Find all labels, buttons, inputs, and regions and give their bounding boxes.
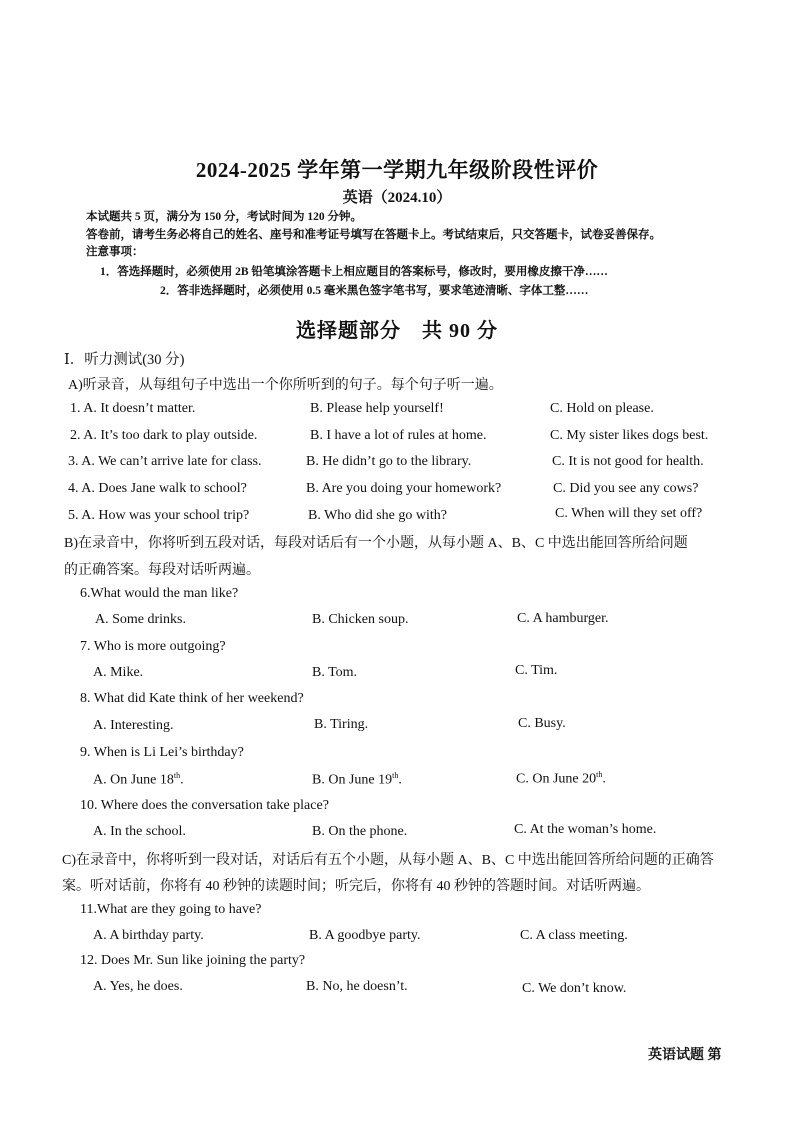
question-1-option-b: B. Please help yourself! bbox=[310, 401, 444, 416]
question-7-stem: 7. Who is more outgoing? bbox=[80, 639, 226, 654]
exam-subtitle: 英语（2024.10） bbox=[342, 190, 452, 206]
question-12-option-b: B. No, he doesn’t. bbox=[306, 979, 408, 994]
question-4-option-c: C. Did you see any cows? bbox=[553, 481, 699, 496]
question-11-option-b: B. A goodbye party. bbox=[309, 928, 421, 943]
question-8-option-a: A. Interesting. bbox=[93, 718, 174, 733]
question-3-option-b: B. He didn’t go to the library. bbox=[306, 454, 472, 469]
question-6-stem: 6.What would the man like? bbox=[80, 586, 239, 601]
section-b-instruction-2: 的正确答案。每段对话听两遍。 bbox=[64, 563, 260, 578]
question-5-option-a: 5. A. How was your school trip? bbox=[68, 508, 250, 523]
question-12-option-a: A. Yes, he does. bbox=[93, 979, 183, 994]
question-8-option-c: C. Busy. bbox=[518, 716, 566, 731]
instruction-note-2: 2．答非选择题时，必须使用 0.5 毫米黑色签字笔书写，要求笔迹清晰、字体工整…… bbox=[160, 285, 589, 297]
question-1-option-a: 1. A. It doesn’t matter. bbox=[70, 401, 196, 416]
exam-title: 2024-2025 学年第一学期九年级阶段性评价 bbox=[195, 158, 599, 182]
instruction-note-1: 1．答选择题时，必须使用 2B 铅笔填涂答题卡上相应题目的答案标号，修改时，要用橡皮擦干净…… bbox=[100, 266, 608, 278]
question-7-option-a: A. Mike. bbox=[93, 665, 144, 680]
section-c-instruction-1: C)在录音中，你将听到一段对话，对话后有五个小题，从每小题 A、B、C 中选出能回答所给问题的正确答 bbox=[62, 853, 714, 868]
question-3-option-a: 3. A. We can’t arrive late for class. bbox=[68, 454, 262, 469]
question-8-option-b: B. Tiring. bbox=[314, 717, 369, 732]
section-a-instruction: A)听录音，从每组句子中选出一个你所听到的句子。每个句子听一遍。 bbox=[68, 378, 503, 393]
question-4-option-b: B. Are you doing your homework? bbox=[306, 481, 502, 496]
question-8-stem: 8. What did Kate think of her weekend? bbox=[80, 691, 304, 706]
question-2-option-a: 2. A. It’s too dark to play outside. bbox=[70, 428, 258, 443]
question-9-option-b: B. On June 19th. bbox=[312, 771, 402, 788]
question-6-option-a: A. Some drinks. bbox=[95, 612, 186, 627]
instruction-line-2: 答卷前，请考生务必将自己的姓名、座号和准考证号填写在答题卡上。考试结束后，只交答题卡，试卷妥善保存。 bbox=[86, 229, 661, 241]
section-title: 选择题部分 共 90 分 bbox=[296, 320, 498, 342]
question-10-option-c: C. At the woman’s home. bbox=[514, 822, 657, 837]
question-6-option-c: C. A hamburger. bbox=[517, 611, 609, 626]
question-3-option-c: C. It is not good for health. bbox=[552, 454, 704, 469]
question-10-option-a: A. In the school. bbox=[93, 824, 186, 839]
question-12-stem: 12. Does Mr. Sun like joining the party? bbox=[80, 953, 306, 968]
page-footer: 英语试题 第 bbox=[648, 1048, 722, 1063]
question-1-option-c: C. Hold on please. bbox=[550, 401, 654, 416]
instruction-line-1: 本试题共 5 页，满分为 150 分，考试时间为 120 分钟。 bbox=[86, 211, 362, 223]
question-10-option-b: B. On the phone. bbox=[312, 824, 408, 839]
question-9-stem: 9. When is Li Lei’s birthday? bbox=[80, 745, 244, 760]
question-9-option-a: A. On June 18th. bbox=[93, 771, 184, 788]
question-2-option-b: B. I have a lot of rules at home. bbox=[310, 428, 487, 443]
question-10-stem: 10. Where does the conversation take place? bbox=[80, 798, 329, 813]
question-11-option-c: C. A class meeting. bbox=[520, 928, 628, 943]
question-5-option-b: B. Who did she go with? bbox=[308, 508, 447, 523]
part-title: Ⅰ．听力测试(30 分) bbox=[64, 352, 185, 368]
question-7-option-b: B. Tom. bbox=[312, 665, 358, 680]
question-9-option-c: C. On June 20th. bbox=[516, 770, 606, 787]
question-4-option-a: 4. A. Does Jane walk to school? bbox=[68, 481, 247, 496]
question-6-option-b: B. Chicken soup. bbox=[312, 612, 409, 627]
section-b-instruction-1: B)在录音中，你将听到五段对话，每段对话后有一个小题，从每小题 A、B、C 中选出能回答所给问题 bbox=[64, 536, 688, 551]
section-c-instruction-2: 案。听对话前，你将有 40 秒钟的读题时间；听完后，你将有 40 秒钟的答题时间。对话听两遍。 bbox=[62, 879, 650, 894]
question-2-option-c: C. My sister likes dogs best. bbox=[550, 428, 709, 443]
instruction-line-3: 注意事项： bbox=[86, 246, 144, 258]
question-11-option-a: A. A birthday party. bbox=[93, 928, 204, 943]
question-5-option-c: C. When will they set off? bbox=[555, 506, 703, 521]
question-11-stem: 11.What are they going to have? bbox=[80, 902, 262, 917]
question-12-option-c: C. We don’t know. bbox=[522, 981, 627, 996]
question-7-option-c: C. Tim. bbox=[515, 663, 558, 678]
